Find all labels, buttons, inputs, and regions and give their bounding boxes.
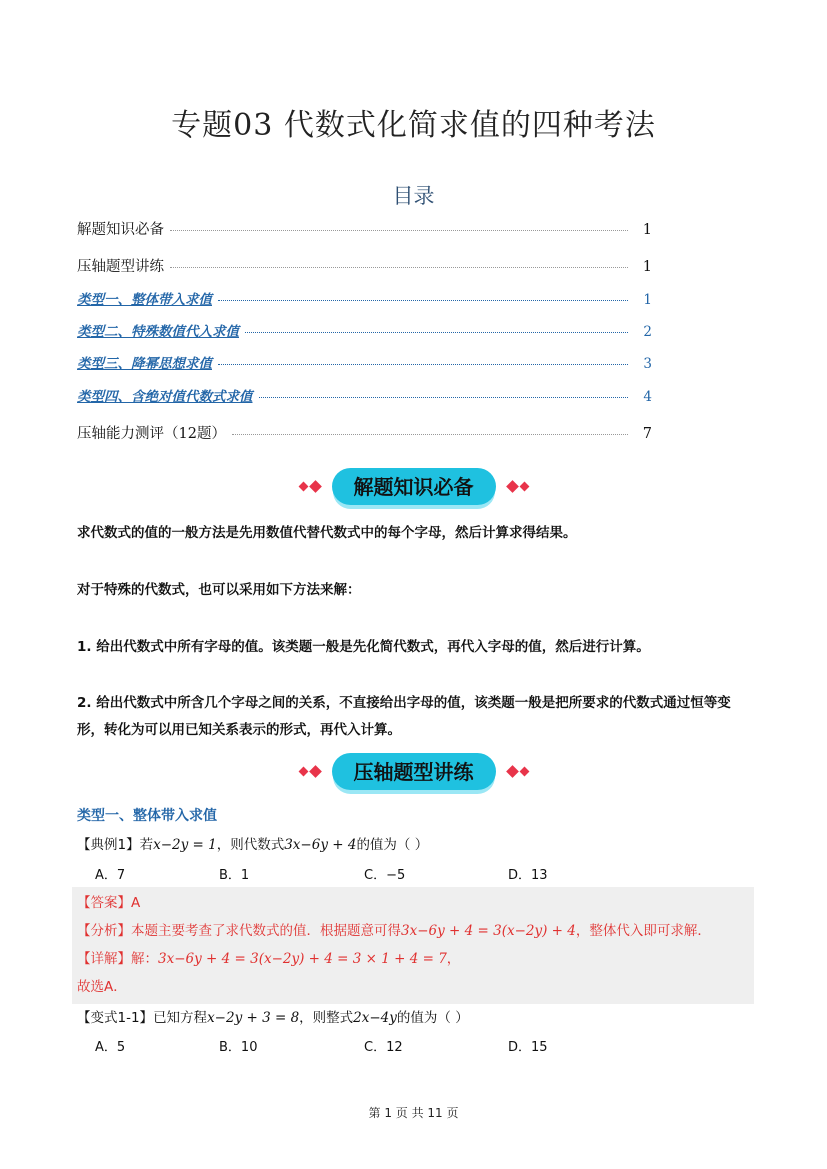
toc-item-page: 2 [643,324,652,340]
question-text: 已知方程 [153,1010,208,1026]
answer-box [72,887,754,1004]
toc-item-knowledge[interactable] [77,218,652,240]
option-a[interactable]: A．5 [95,1040,126,1055]
document-title: 专题03 代数式化简求值的四种考法 [171,108,656,143]
option-b[interactable]: B．10 [219,1040,258,1055]
toc-leader [245,332,628,333]
page-footer: 第 1 页 共 11 页 [368,1106,459,1120]
option-c[interactable]: C．12 [364,1040,403,1055]
expression: 2x−4y [353,1010,397,1026]
option-a[interactable]: A．7 [95,868,126,883]
section-title-type1: 类型一、整体带入求值 [77,808,217,824]
answer-value: A [131,895,141,911]
toc-leader [232,434,628,435]
toc-item-label: 压轴能力测评（12题） [77,426,226,442]
diamond-decoration-icon [506,767,530,776]
diamond-decoration-icon [298,482,322,491]
toc-item-label: 解题知识必备 [77,222,164,238]
expression: 3x−6y + 4 [284,837,357,853]
detail-text: 解： [131,951,158,967]
conclusion-line: 故选A． [77,979,127,995]
toc-leader [218,300,628,301]
toc-leader [170,267,628,268]
toc-item-page: 4 [643,389,652,405]
banner-label: 解题知识必备 [332,468,496,505]
toc-item-type4[interactable] [77,385,652,407]
knowledge-paragraph-1: 求代数式的值的一般方法是先用数值代替代数式中的每个字母，然后计算求得结果。 [77,525,577,541]
toc-item-label: 压轴题型讲练 [77,259,164,275]
question-text: 的值为（ ） [356,837,429,853]
toc-item-label: 类型四、含绝对值代数式求值 [77,389,253,405]
toc-item-type3[interactable] [77,352,652,374]
banner-label: 压轴题型讲练 [332,753,496,790]
toc-item-practice[interactable] [77,255,652,277]
option-c[interactable]: C．−5 [364,868,406,883]
toc-leader [170,230,628,231]
equation: x−2y = 1 [153,837,217,853]
toc-leader [259,397,629,398]
detail-line [77,947,460,967]
analysis-text: 本题主要考查了求代数式的值．根据题意可得 [131,923,401,939]
option-d[interactable]: D．15 [508,1040,548,1055]
banner-practice [0,751,827,791]
toc-item-page: 1 [642,222,652,238]
toc-leader [218,364,628,365]
detail-tag: 【详解】 [77,951,131,967]
analysis-equation: 3x−6y + 4 = 3(x−2y) + 4 [401,923,576,939]
diamond-decoration-icon [506,482,530,491]
question-text: ，则代数式 [216,837,285,853]
toc-item-page: 1 [642,259,652,275]
toc-item-label: 类型二、特殊数值代入求值 [77,324,239,340]
analysis-text: ，整体代入即可求解． [575,923,711,939]
question-text: 的值为（ ） [396,1010,469,1026]
knowledge-paragraph-2: 对于特殊的代数式，也可以采用如下方法来解： [77,582,361,598]
knowledge-paragraph-3: 1. 给出代数式中所有字母的值。该类题一般是先化简代数式，再代入字母的值，然后进行计算。 [77,639,650,655]
toc-item-label: 类型一、整体带入求值 [77,292,212,308]
variant-tag: 【变式1-1】 [77,1010,154,1026]
detail-equation: 3x−6y + 4 = 3(x−2y) + 4 = 3 × 1 + 4 = 7 [158,951,447,967]
answer-line [77,891,140,911]
answer-tag: 【答案】 [77,895,131,911]
knowledge-paragraph-4a: 2. 给出代数式中所含几个字母之间的关系，不直接给出字母的值，该类题一般是把所要求的代数式通过恒等变 [77,695,731,711]
diamond-decoration-icon [298,767,322,776]
analysis-tag: 【分析】 [77,923,131,939]
toc-item-page: 7 [642,426,652,442]
variant-1-1-options [95,1036,695,1056]
question-text: ，则整式 [299,1010,354,1026]
example-1-options [95,864,695,884]
analysis-line [77,919,711,939]
option-d[interactable]: D．13 [508,868,548,883]
variant-1-1-question [77,1006,469,1026]
toc-item-type2[interactable] [77,320,652,342]
equation: x−2y + 3 = 8 [207,1010,300,1026]
example-tag: 【典例1】 [77,837,140,853]
toc-item-type1[interactable] [77,288,652,310]
banner-knowledge [0,466,827,506]
option-b[interactable]: B．1 [219,868,250,883]
toc-item-label: 类型三、降幂思想求值 [77,356,212,372]
toc-item-page: 1 [643,292,652,308]
detail-text: ， [446,951,461,967]
toc-item-page: 3 [643,356,652,372]
question-text: 若 [139,837,154,853]
toc-heading: 目录 [392,184,435,208]
knowledge-paragraph-4b: 形，转化为可以用已知关系表示的形式，再代入计算。 [77,722,401,738]
example-1-question [77,833,428,853]
toc-item-assessment[interactable] [77,422,652,444]
